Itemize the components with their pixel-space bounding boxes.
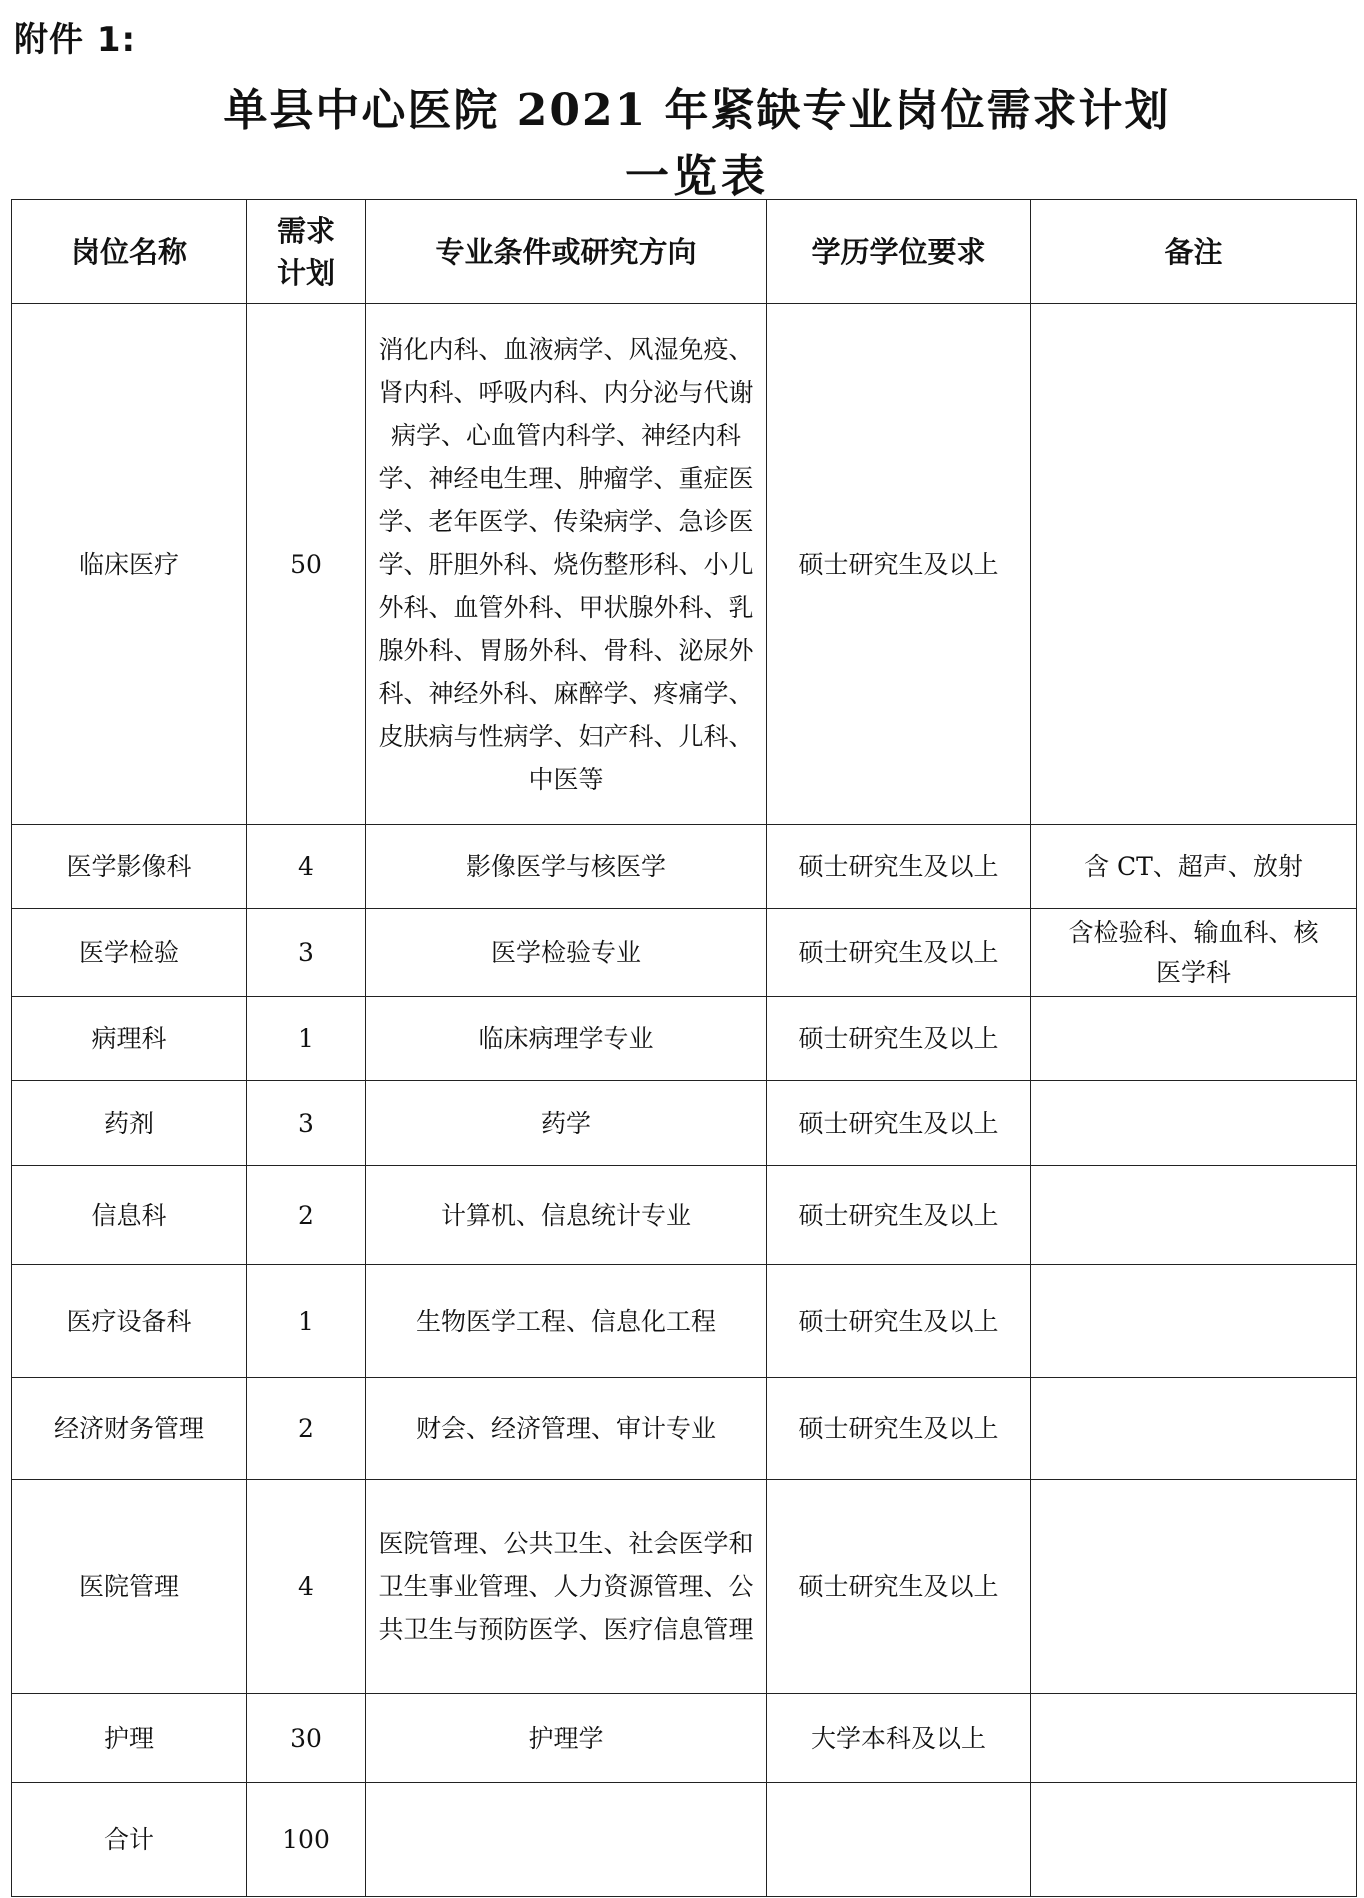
table-row <box>12 909 1357 997</box>
cell-remark: 含 CT、超声、放射 <box>1031 825 1357 909</box>
cell-remark <box>1031 997 1357 1081</box>
cell-education: 硕士研究生及以上 <box>767 1480 1031 1694</box>
header-quota: 需求计划 <box>247 200 366 304</box>
demand-plan-table <box>11 199 1357 1897</box>
cell-quota: 30 <box>247 1694 366 1783</box>
cell-education: 硕士研究生及以上 <box>767 909 1031 997</box>
cell-education <box>767 1783 1031 1897</box>
cell-remark <box>1031 1081 1357 1166</box>
cell-quota: 50 <box>247 304 366 825</box>
table-row <box>12 997 1357 1081</box>
cell-education: 硕士研究生及以上 <box>767 1265 1031 1378</box>
cell-remark <box>1031 304 1357 825</box>
table-row <box>12 1480 1357 1694</box>
cell-major: 药学 <box>366 1081 767 1166</box>
cell-remark <box>1031 1166 1357 1265</box>
page-title: 单县中心医院 2021 年紧缺专业岗位需求计划 <box>223 85 1171 136</box>
cell-remark <box>1031 1783 1357 1897</box>
cell-position: 临床医疗 <box>12 304 247 825</box>
cell-quota: 1 <box>247 997 366 1081</box>
cell-major: 临床病理学专业 <box>366 997 767 1081</box>
cell-remark <box>1031 1694 1357 1783</box>
cell-major: 护理学 <box>366 1694 767 1783</box>
cell-position: 医院管理 <box>12 1480 247 1694</box>
attachment-label: 附件 1: <box>14 20 137 60</box>
cell-position: 信息科 <box>12 1166 247 1265</box>
cell-education: 大学本科及以上 <box>767 1694 1031 1783</box>
cell-position: 医学检验 <box>12 909 247 997</box>
table-header-row <box>12 200 1357 304</box>
cell-major: 计算机、信息统计专业 <box>366 1166 767 1265</box>
cell-position: 合计 <box>12 1783 247 1897</box>
cell-position: 医学影像科 <box>12 825 247 909</box>
cell-major: 消化内科、血液病学、风湿免疫、肾内科、呼吸内科、内分泌与代谢病学、心血管内科学、神经内科学、神经电生理、肿瘤学、重症医学、老年医学、传染病学、急诊医学、肝胆外科、烧伤整形科、小儿外科、血管外科、甲状腺外科、乳腺外科、胃肠外科、骨科、泌尿外科、神经外科、麻醉学、疼痛学、皮肤病与性病学、妇产科、儿科、中医等 <box>366 304 767 825</box>
cell-education: 硕士研究生及以上 <box>767 1378 1031 1480</box>
cell-major: 医院管理、公共卫生、社会医学和卫生事业管理、人力资源管理、公共卫生与预防医学、医疗信息管理 <box>366 1480 767 1694</box>
table-row <box>12 1265 1357 1378</box>
cell-position: 护理 <box>12 1694 247 1783</box>
table-row <box>12 304 1357 825</box>
cell-major: 财会、经济管理、审计专业 <box>366 1378 767 1480</box>
cell-quota: 100 <box>247 1783 366 1897</box>
cell-position: 经济财务管理 <box>12 1378 247 1480</box>
cell-quota: 4 <box>247 825 366 909</box>
cell-quota: 1 <box>247 1265 366 1378</box>
cell-major: 影像医学与核医学 <box>366 825 767 909</box>
header-remark: 备注 <box>1031 200 1357 304</box>
cell-education: 硕士研究生及以上 <box>767 997 1031 1081</box>
table-row <box>12 1081 1357 1166</box>
cell-remark <box>1031 1480 1357 1694</box>
cell-quota: 4 <box>247 1480 366 1694</box>
cell-quota: 3 <box>247 909 366 997</box>
cell-quota: 3 <box>247 1081 366 1166</box>
cell-major: 生物医学工程、信息化工程 <box>366 1265 767 1378</box>
table-row <box>12 1378 1357 1480</box>
header-education: 学历学位要求 <box>767 200 1031 304</box>
cell-position: 医疗设备科 <box>12 1265 247 1378</box>
header-position: 岗位名称 <box>12 200 247 304</box>
cell-quota: 2 <box>247 1166 366 1265</box>
table-row <box>12 1166 1357 1265</box>
cell-position: 药剂 <box>12 1081 247 1166</box>
header-major: 专业条件或研究方向 <box>366 200 767 304</box>
cell-quota: 2 <box>247 1378 366 1480</box>
cell-position: 病理科 <box>12 997 247 1081</box>
cell-remark <box>1031 1378 1357 1480</box>
cell-education: 硕士研究生及以上 <box>767 1166 1031 1265</box>
cell-remark <box>1031 1265 1357 1378</box>
table-row <box>12 825 1357 909</box>
table-row-total <box>12 1783 1357 1897</box>
page-subtitle: 一览表 <box>625 151 769 202</box>
cell-education: 硕士研究生及以上 <box>767 304 1031 825</box>
table-row <box>12 1694 1357 1783</box>
cell-major: 医学检验专业 <box>366 909 767 997</box>
cell-education: 硕士研究生及以上 <box>767 1081 1031 1166</box>
cell-remark: 含检验科、输血科、核医学科 <box>1031 909 1357 997</box>
cell-education: 硕士研究生及以上 <box>767 825 1031 909</box>
cell-major <box>366 1783 767 1897</box>
